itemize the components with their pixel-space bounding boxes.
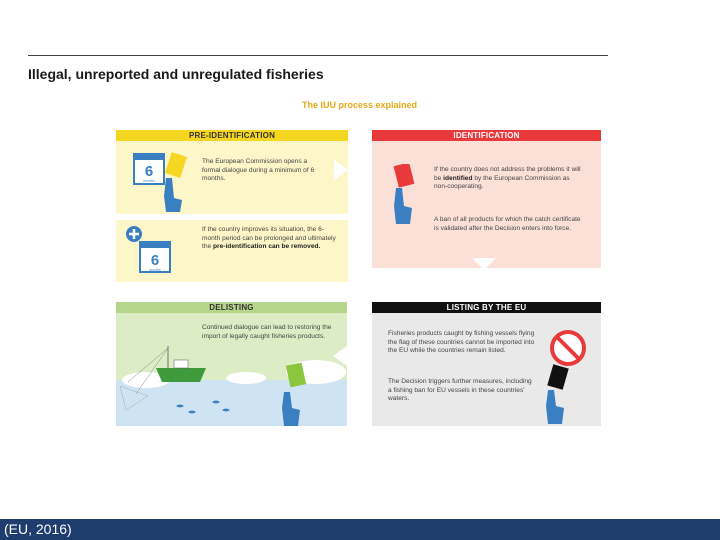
delisting-text: Continued dialogue can lead to restoring the import of legally caught fisheries products. [202,324,332,340]
svg-text:months: months [149,268,161,272]
svg-text:6: 6 [144,163,154,180]
listing-text-2: The Decision triggers further measures, including a fishing ban for EU vessels in these countries' waters. [388,378,532,403]
slide-title: Illegal, unreported and unregulated fisheries [28,66,324,82]
footer-bar [0,519,720,540]
infographic-title: The IUU process explained [302,100,418,110]
arrow-down-icon [472,258,496,268]
title-rule [28,55,608,56]
pre-identification-text-2: If the country improves its situation, the 6-month period can be prolonged and ultimately the pre-identification can be removed. [202,226,336,251]
pre-identification-text-1: The European Commission opens a formal dialogue during a minimum of 6 months. [202,158,315,183]
identification-header: IDENTIFICATION [372,130,601,141]
hand-red-card-icon [386,164,426,226]
source-citation: (EU, 2016) [4,521,72,537]
identification-text-2: A ban of all products for which the catch certificate is validated after the Decision enters into force. [434,216,581,232]
delisting-panel [116,302,347,426]
pre-identification-panel [116,130,348,214]
pre-identification-panel-extension [116,220,348,282]
calendar-plus-icon [124,224,174,278]
identification-text-1: If the country does not address the problems it will be identified by the European Commission as non-cooperating. [434,166,581,191]
delisting-header: DELISTING [116,302,347,313]
listing-text-1: Fisheries products caught by fishing vessels flying the flag of these countries cannot be imported into the EU while the countries remain listed. [388,330,535,355]
listing-header: LISTING BY THE EU [372,302,601,313]
identification-panel [372,130,601,268]
arrow-right-icon [334,160,348,180]
prohibited-hand-black-card-icon [540,324,596,424]
pre-identification-header: PRE-IDENTIFICATION [116,130,348,141]
arrow-left-icon [333,346,347,366]
sea-fishing-boat-illustration [116,342,347,426]
svg-text:6: 6 [150,252,160,269]
listing-panel [372,302,601,426]
calendar-hand-yellow-card-icon [132,148,192,212]
svg-text:months: months [143,179,155,183]
